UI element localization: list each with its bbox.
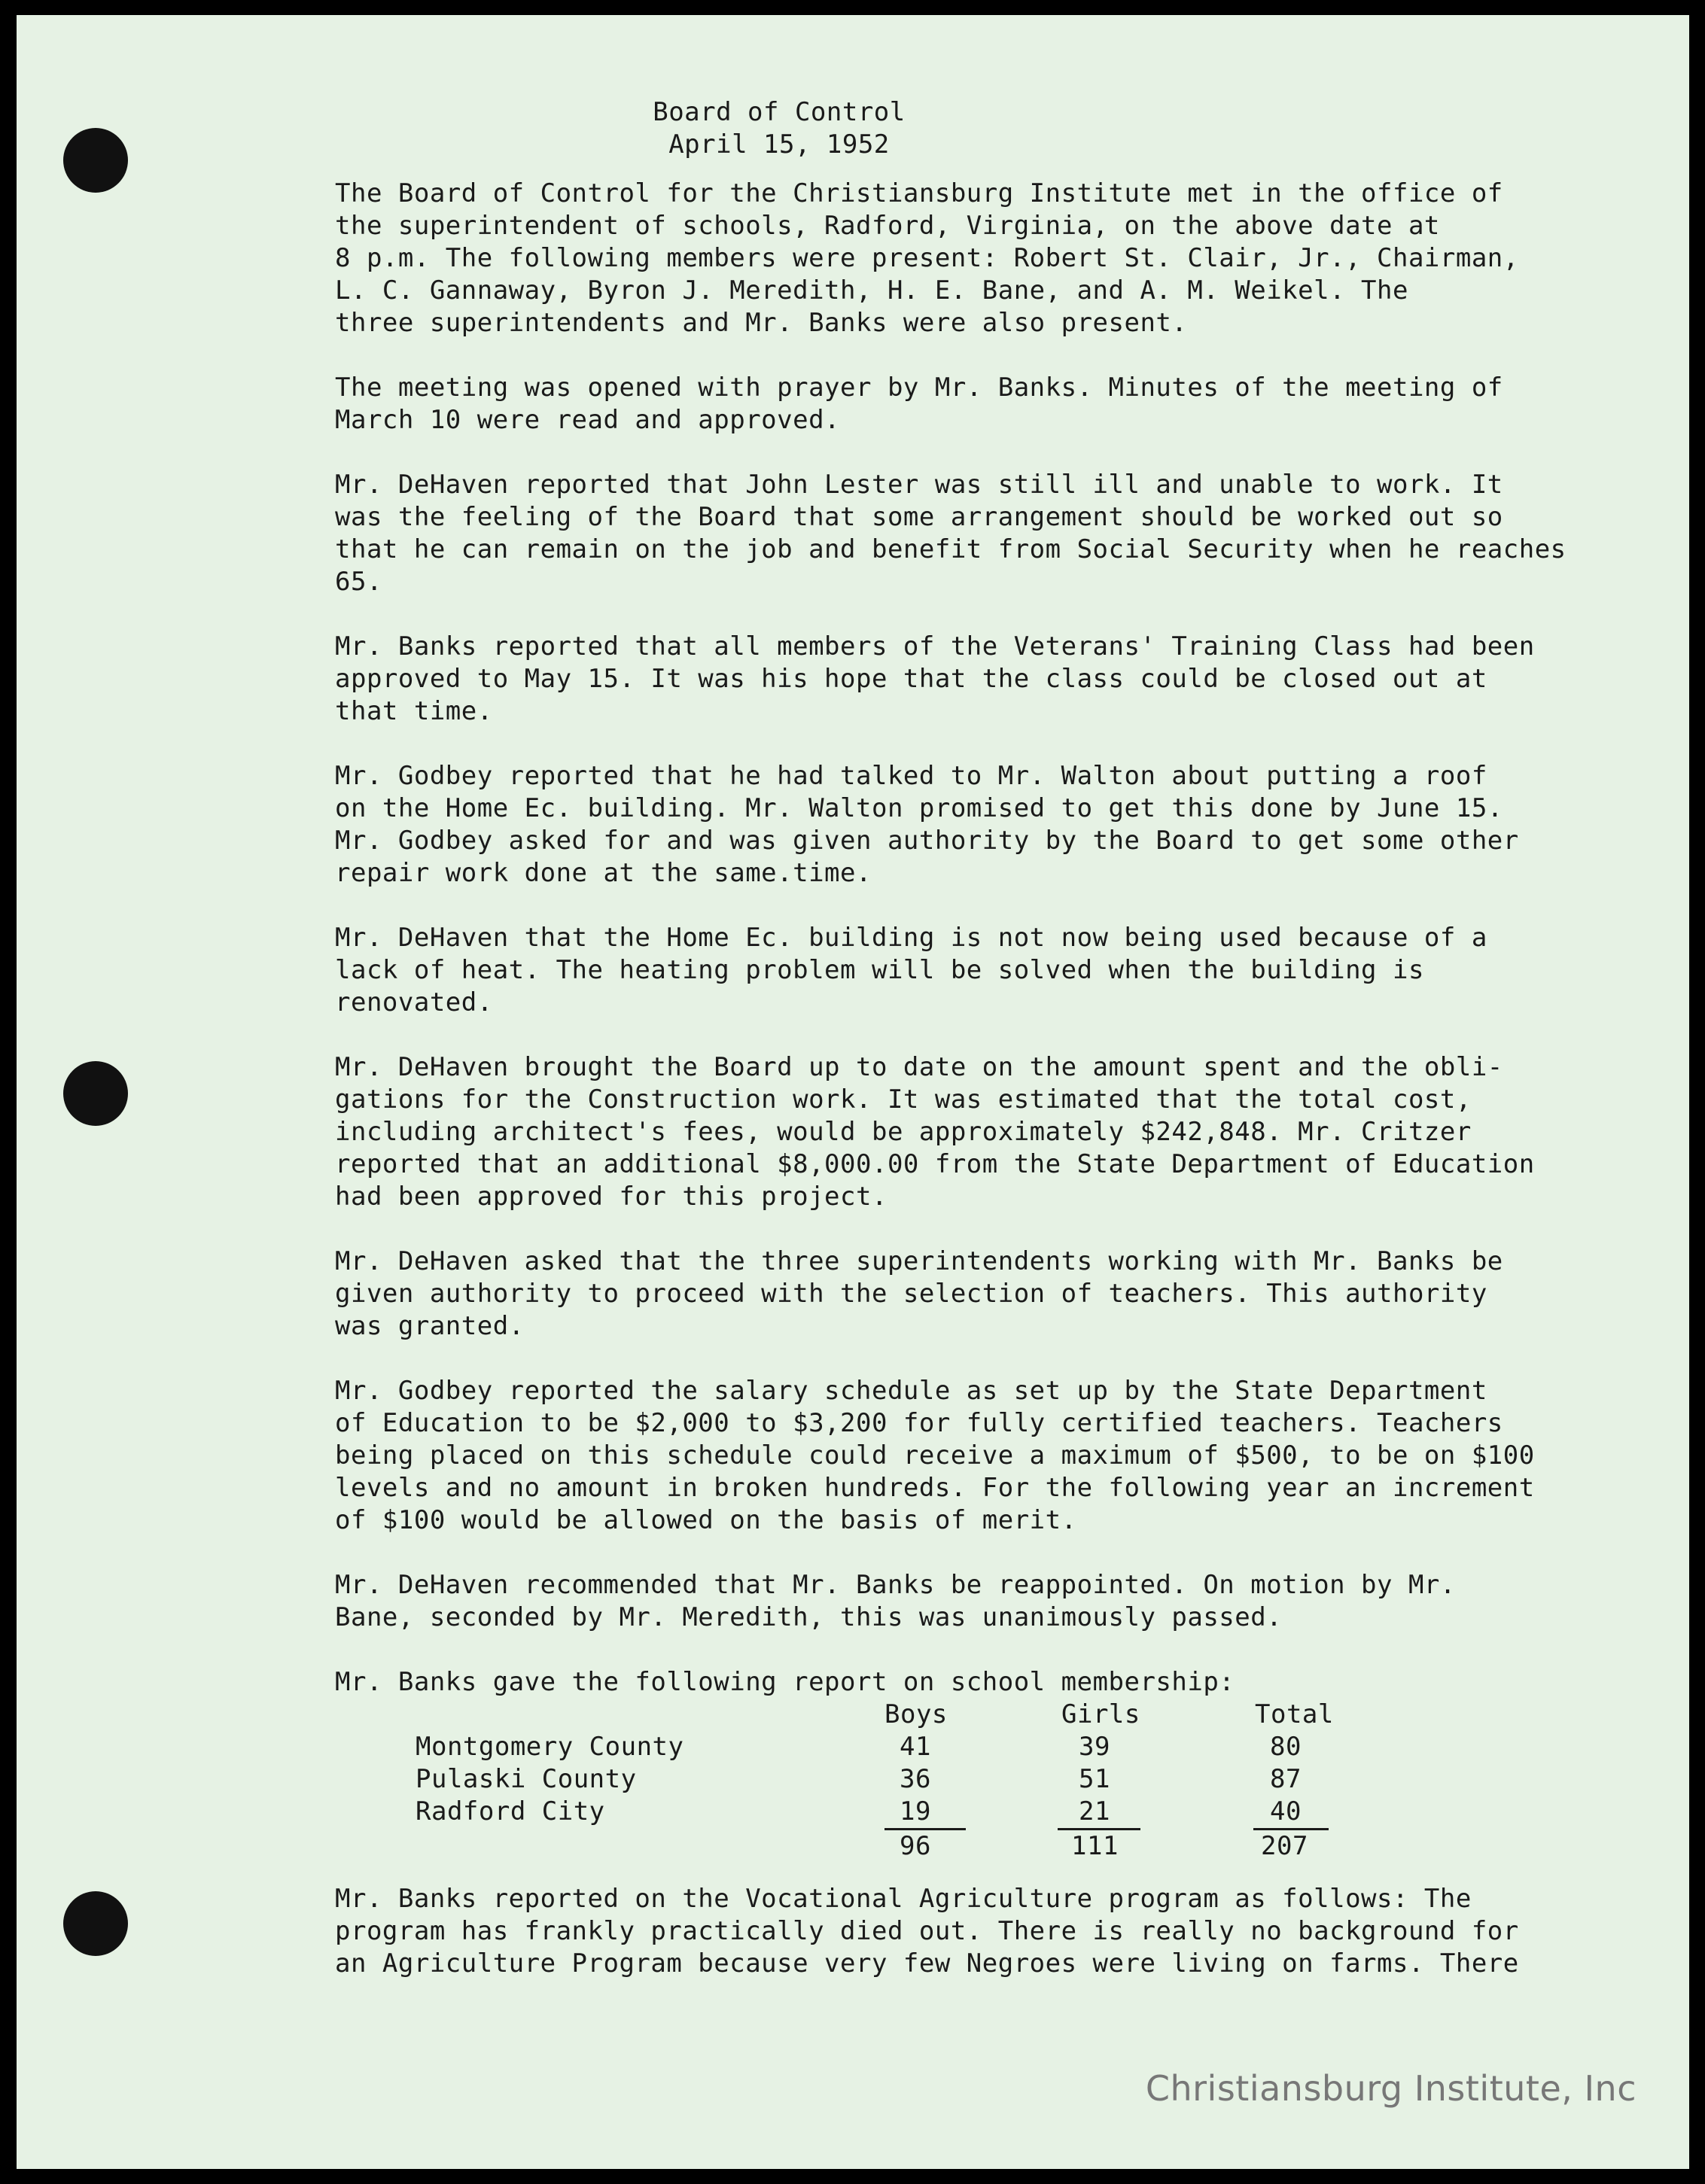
total-girls: 111 [1058, 1828, 1140, 1863]
document-header [440, 96, 1118, 161]
row-boys: 19 [900, 1796, 931, 1827]
binder-hole [63, 1061, 128, 1126]
row-girls: 21 [1079, 1796, 1110, 1827]
binder-hole [63, 1891, 128, 1956]
row-girls: 51 [1079, 1764, 1110, 1794]
column-header-boys: Boys [884, 1699, 948, 1729]
minutes-text [335, 96, 1615, 2012]
row-girls: 39 [1079, 1732, 1110, 1762]
row-name: Radford City [416, 1796, 605, 1827]
document-page [17, 15, 1689, 2169]
paragraph: Mr. Godbey reported that he had talked to Mr. Walton about putting a roof on the Home Ec. building. Mr. Walton promised to get this done by June 15. Mr. Godbey asked for and was given authority by the Board to get some other repair work done at the same.time. [335, 761, 1519, 888]
total-boys: 96 [884, 1828, 966, 1863]
document-date: April 15, 1952 [668, 129, 890, 160]
document-title: Board of Control [653, 97, 906, 127]
row-name: Pulaski County [416, 1764, 637, 1794]
column-header-girls: Girls [1061, 1699, 1140, 1729]
row-boys: 41 [900, 1732, 931, 1762]
watermark: Christiansburg Institute, Inc [1145, 2068, 1636, 2109]
row-total: 87 [1270, 1764, 1302, 1794]
row-name: Montgomery County [416, 1732, 684, 1762]
paragraph: Mr. Banks reported on the Vocational Agriculture program as follows: The program has frankly practically died out. There is really no background for an Agriculture Program because very few Negroes were living on farms. There [335, 1884, 1519, 1979]
paragraph: Mr. Banks reported that all members of the Veterans' Training Class had been approved to May 15. It was his hope that the class could be closed out at that time. [335, 631, 1535, 726]
paragraph: Mr. DeHaven that the Home Ec. building is not now being used because of a lack of heat. The heating problem will be solved when the building is renovated. [335, 923, 1487, 1017]
column-header-total: Total [1255, 1699, 1334, 1729]
paragraph: The meeting was opened with prayer by Mr. Banks. Minutes of the meeting of March 10 were read and approved. [335, 373, 1503, 435]
total-total: 207 [1253, 1828, 1329, 1863]
paragraph: Mr. DeHaven brought the Board up to date on the amount spent and the obli- gations for the Construction work. It was estimated that the total cost, including architect's fees, would be approximately $242,848. Mr. Critzer reported that an additional $8,000.00 from the State Department of Education had been approved for this project. [335, 1052, 1535, 1212]
row-boys: 36 [900, 1764, 931, 1794]
paragraph: The Board of Control for the Christiansburg Institute met in the office of the superintendent of schools, Radford, Virginia, on the above date at 8 p.m. The following members were present: Robert St. Clair, Jr., Chairman, L. C. Gannaway, Byron J. Meredith, H. E. Bane, and A. M. Weikel. The three superintendents and Mr. Banks were also present. [335, 178, 1519, 338]
row-total: 80 [1270, 1732, 1302, 1762]
paragraph: Mr. DeHaven recommended that Mr. Banks be reappointed. On motion by Mr. Bane, seconded by Mr. Meredith, this was unanimously passed. [335, 1570, 1456, 1632]
row-total: 40 [1270, 1796, 1302, 1827]
membership-table [335, 1699, 1615, 1861]
paragraph: Mr. DeHaven reported that John Lester was still ill and unable to work. It was the feeling of the Board that some arrangement should be worked out so that he can remain on the job and benefit from Social Security when he reaches 65. [335, 470, 1566, 597]
membership-intro: Mr. Banks gave the following report on school membership: [335, 1667, 1235, 1697]
paragraph: Mr. DeHaven asked that the three superintendents working with Mr. Banks be given authority to proceed with the selection of teachers. This authority was granted. [335, 1246, 1503, 1341]
paragraph: Mr. Godbey reported the salary schedule as set up by the State Department of Education to be $2,000 to $3,200 for fully certified teachers. Teachers being placed on this schedule could receive a maximum of $500, to be on $100 levels and no amount in broken hundreds. For the following year an increment of $100 would be allowed on the basis of merit. [335, 1376, 1535, 1535]
binder-hole [63, 128, 128, 193]
